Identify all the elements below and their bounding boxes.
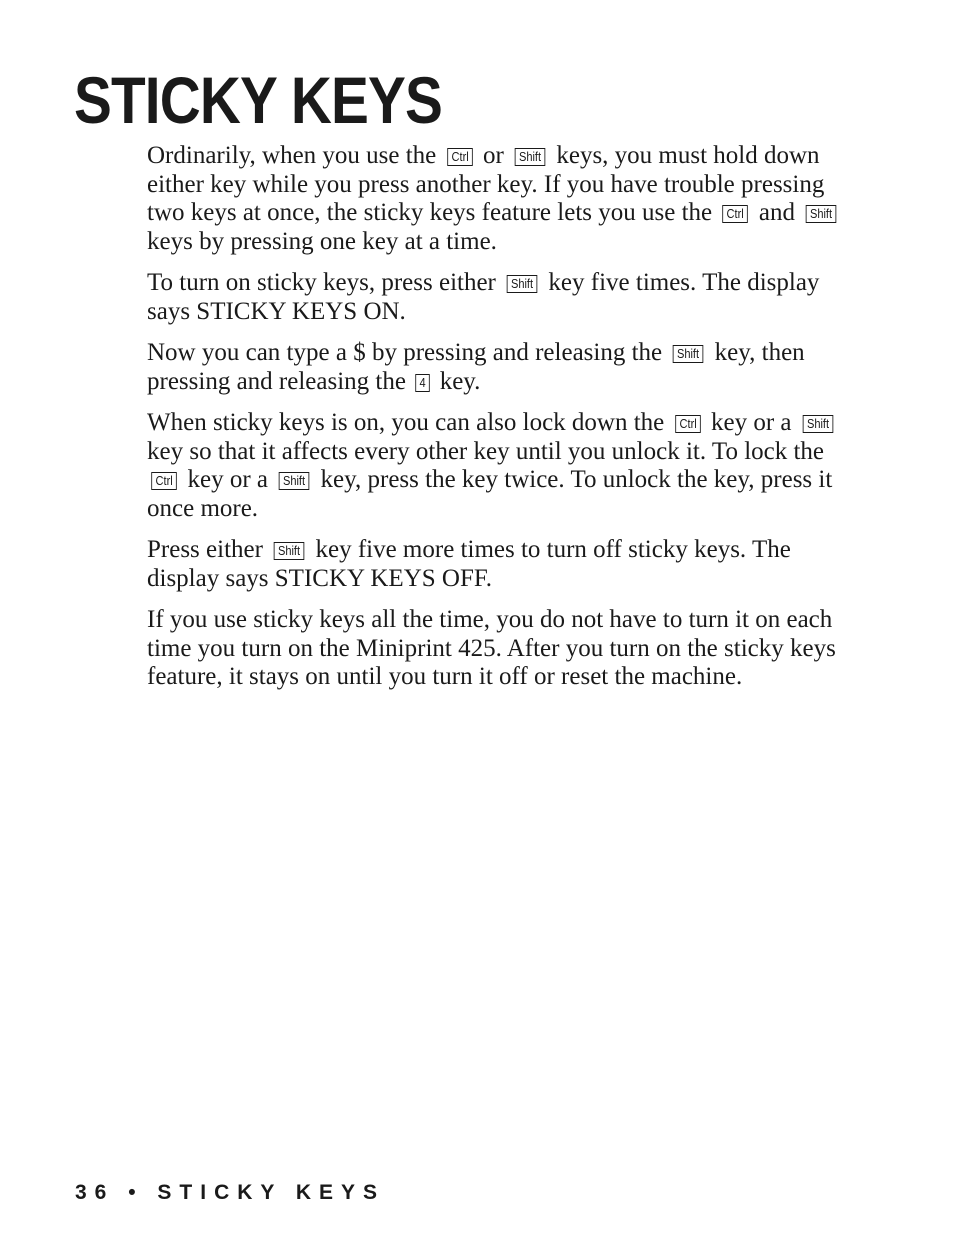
page-footer: [75, 1181, 385, 1205]
ctrl-key-icon: Ctrl: [447, 148, 473, 166]
text-run: key.: [433, 367, 481, 395]
text-run: key five times. The display says STICKY KEYS ON.: [147, 269, 820, 325]
text-run: If you use sticky keys all the time, you do not have to turn it on each time you turn on the Miniprint 425. After you turn on the sticky keys feature, it stays on until you turn it off or reset the machine.: [147, 606, 836, 690]
text-run: key, then pressing and releasing the: [147, 339, 805, 395]
text-run: To turn on sticky keys, press either: [147, 269, 503, 296]
paragraph-turn-on: [147, 269, 847, 326]
shift-key-icon: Shift: [673, 345, 704, 363]
shift-key-icon: Shift: [806, 205, 837, 223]
ctrl-key-icon: Ctrl: [723, 205, 749, 223]
page-number: 36: [75, 1181, 115, 1204]
page-title: STICKY KEYS: [74, 63, 442, 137]
text-run: key five more times to turn off sticky keys. The display says STICKY KEYS OFF.: [147, 536, 791, 592]
four-key-icon: 4: [415, 374, 430, 392]
paragraph-lock: [147, 409, 847, 523]
shift-key-icon: Shift: [515, 148, 546, 166]
paragraph-dollar: [147, 339, 847, 396]
paragraph-all-the-time: [147, 606, 847, 692]
text-run: keys, you must hold down either key while you press another key. If you have trouble pressing two keys at once, the sticky keys feature lets you use the: [147, 142, 825, 226]
text-run: Press either: [147, 536, 270, 563]
shift-key-icon: Shift: [274, 542, 305, 560]
paragraph-turn-off: [147, 536, 847, 593]
shift-key-icon: Shift: [279, 472, 310, 490]
footer-section-title: STICKY KEYS: [157, 1181, 386, 1204]
text-run: key, press the key twice. To unlock the key, press it once more.: [147, 466, 833, 522]
ctrl-key-icon: Ctrl: [675, 415, 701, 433]
text-run: keys by pressing one key at a time.: [147, 227, 497, 255]
paragraph-ordinarily: [147, 142, 847, 256]
body-text: [147, 142, 847, 705]
text-run: key so that it affects every other key until you unlock it. To lock the: [147, 437, 825, 465]
text-run: and: [752, 199, 802, 226]
text-run: key or a: [704, 409, 798, 436]
footer-separator: •: [128, 1181, 144, 1204]
text-run: Now you can type a $ by pressing and releasing the: [147, 339, 669, 366]
text-run: Ordinarily, when you use the: [147, 142, 443, 169]
text-run: or: [476, 142, 511, 169]
ctrl-key-icon: Ctrl: [151, 472, 177, 490]
shift-key-icon: Shift: [802, 415, 833, 433]
text-run: key or a: [181, 466, 275, 493]
shift-key-icon: Shift: [507, 275, 538, 293]
text-run: When sticky keys is on, you can also lock down the: [147, 409, 671, 436]
